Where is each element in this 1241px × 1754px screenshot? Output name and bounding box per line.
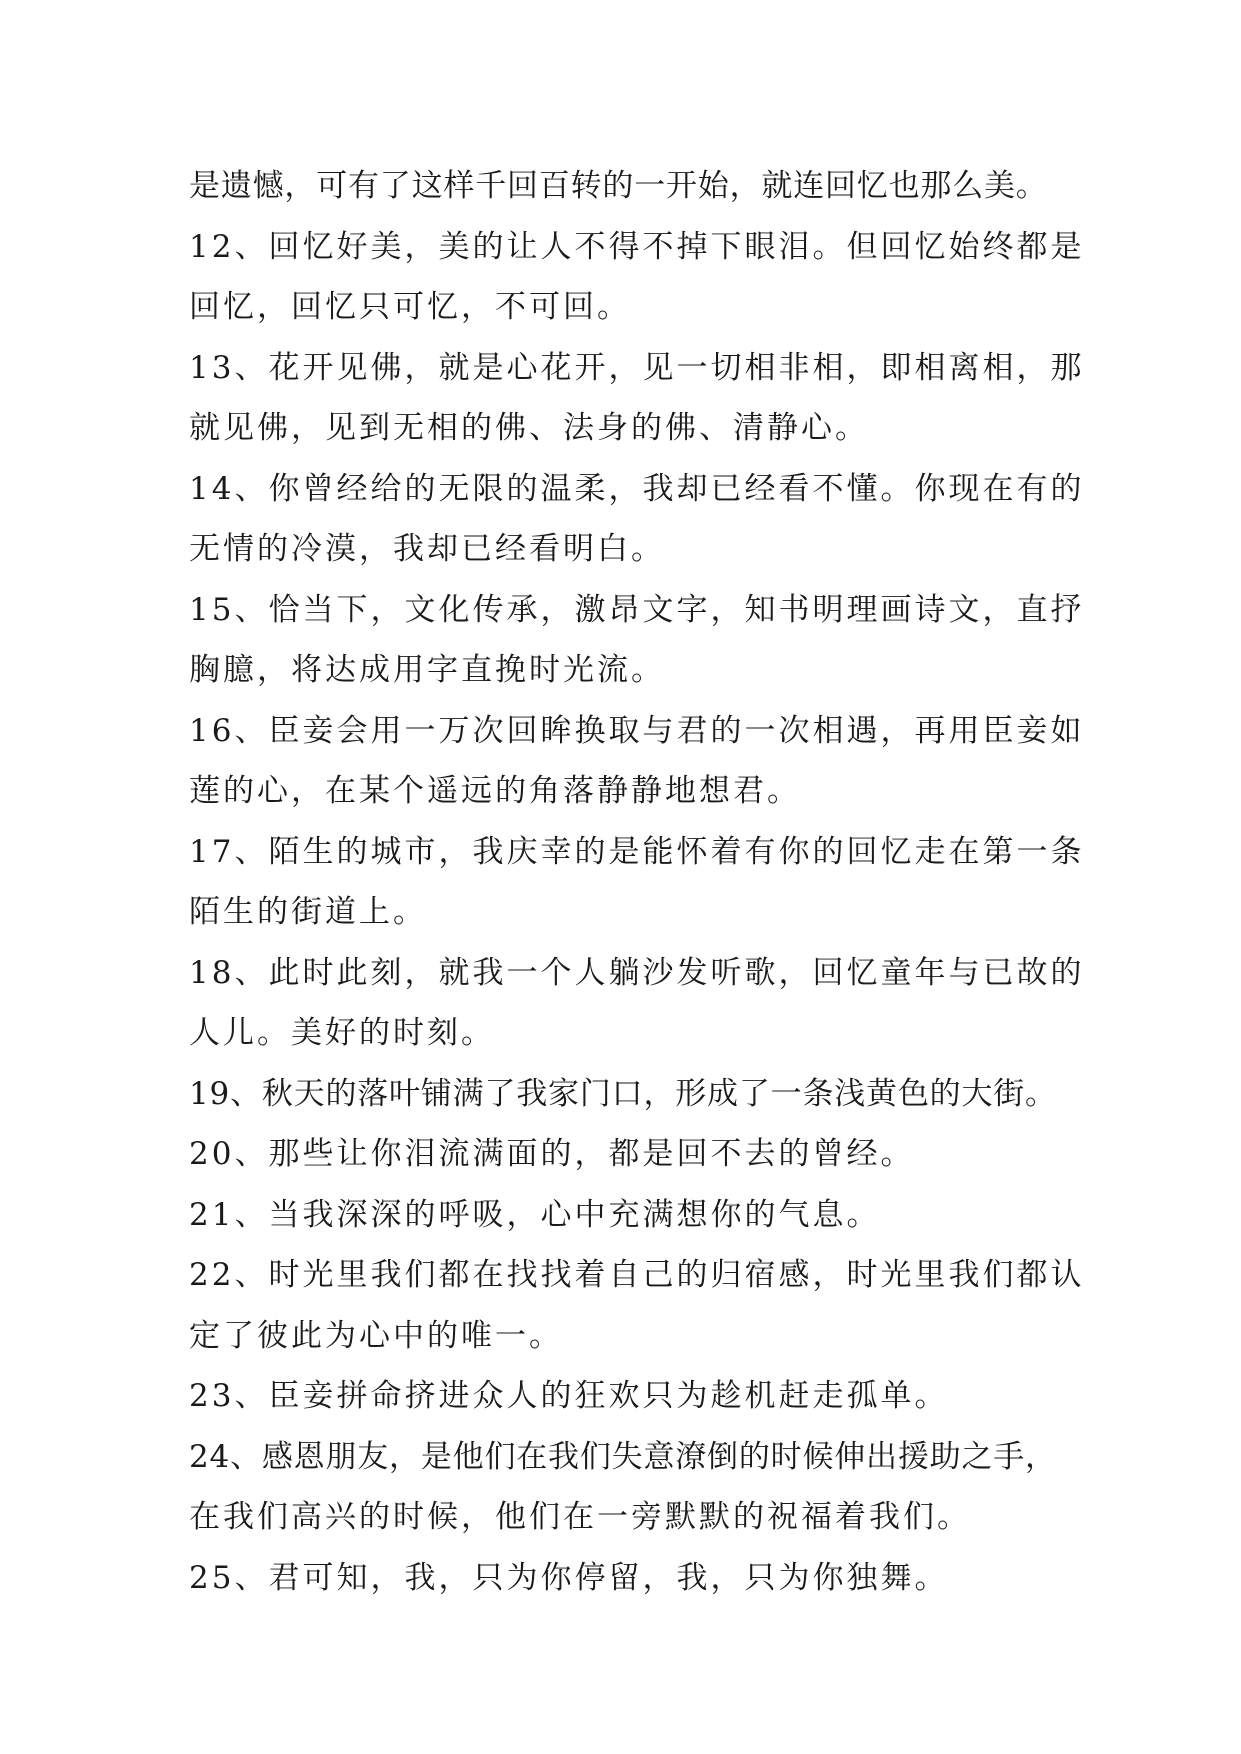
text-line: 13、花开见佛，就是心花开，见一切相非相，即相离相，那 [189,349,1085,386]
text-line: 23、臣妾拼命挤进众人的狂欢只为趁机赶走孤单。 [189,1378,949,1414]
text-line: 18、此时此刻，就我一个人躺沙发听歌，回忆童年与已故的 [189,954,1085,991]
document-body [189,156,1085,1608]
text-line: 是遗憾，可有了这样千回百转的一开始，就连回忆也那么美。 [189,168,1048,204]
text-line: 莲的心，在某个遥远的角落静静地想君。 [189,773,801,809]
text-line: 胸臆，将达成用字直挽时光流。 [189,652,665,688]
text-line: 17、陌生的城市，我庆幸的是能怀着有你的回忆走在第一条 [189,833,1085,870]
text-line: 14、你曾经给的无限的温柔，我却已经看不懂。你现在有的 [189,470,1085,507]
text-line: 20、那些让你泪流满面的，都是回不去的曾经。 [189,1136,915,1172]
text-line: 25、君可知，我，只为你停留，我，只为你独舞。 [189,1559,949,1596]
text-line: 就见佛，见到无相的佛、法身的佛、清静心。 [189,410,869,446]
text-line: 陌生的街道上。 [189,894,427,930]
text-line: 15、恰当下，文化传承，激昂文字，知书明理画诗文，直抒 [189,591,1085,628]
text-line: 19、秋天的落叶铺满了我家门口，形成了一条浅黄色的大街。 [189,1075,1057,1112]
text-line: 在我们高兴的时候，他们在一旁默默的祝福着我们。 [189,1499,971,1535]
text-line: 无情的冷漠，我却已经看明白。 [189,531,665,567]
text-line: 定了彼此为心中的唯一。 [189,1317,563,1354]
text-line: 24、感恩朋友，是他们在我们失意潦倒的时候伸出援助之手， [189,1438,1057,1475]
text-line: 22、时光里我们都在找找着自己的归宿感，时光里我们都认 [189,1257,1085,1293]
text-line: 12、回忆好美，美的让人不得不掉下眼泪。但回忆始终都是 [189,228,1085,265]
text-line: 16、臣妾会用一万次回眸换取与君的一次相遇，再用臣妾如 [189,712,1085,749]
text-line: 回忆，回忆只可忆，不可回。 [189,289,631,325]
text-line: 21、当我深深的呼吸，心中充满想你的气息。 [189,1196,881,1233]
text-line: 人儿。美好的时刻。 [189,1015,495,1051]
